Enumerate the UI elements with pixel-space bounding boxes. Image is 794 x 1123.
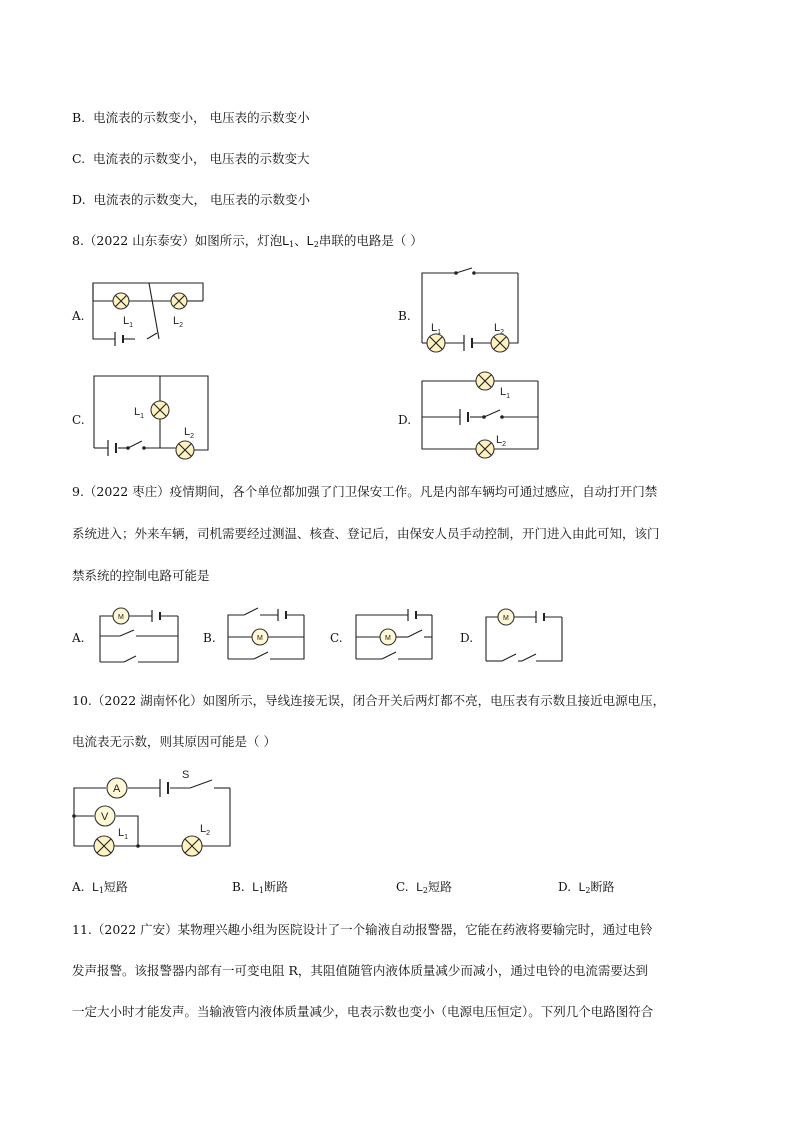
option-b-prev: B. 电流表的示数变小， 电压表的示数变小: [72, 110, 310, 125]
question-11-line-1: 11.（2022 广安）某物理兴趣小组为医院设计了一个输液自动报警器，它能在药液将要输完时，通过电铃: [72, 922, 653, 937]
lamp-icon: [151, 401, 169, 419]
battery-icon: [160, 779, 168, 797]
question-9-line-3: 禁系统的控制电路可能是: [72, 568, 210, 583]
lamp-label: $L_2$: [494, 322, 505, 336]
lamp-label: $L_2$: [496, 434, 507, 448]
q9-circuit-b: [222, 603, 312, 663]
lamp-icon: [476, 440, 494, 458]
option-c-prev: C. 电流表的示数变小， 电压表的示数变大: [72, 151, 310, 166]
svg-text:V: V: [101, 811, 109, 823]
battery-icon: [278, 609, 286, 621]
lamp-icon: [113, 293, 129, 309]
q8-circuit-c: [86, 368, 216, 463]
lamp-icon: [171, 293, 187, 309]
battery-icon: [460, 409, 468, 425]
lamp-label: $L_2$: [200, 823, 211, 837]
lamp-icon: [427, 334, 445, 352]
q9-circuit-c: [350, 603, 440, 663]
q8-label-d: D.: [398, 413, 412, 427]
lamp-label: $L_1$: [118, 827, 129, 841]
voltmeter-icon: [95, 806, 115, 826]
question-9-line-1: 9.（2022 枣庄）疫情期间，各个单位都加强了门卫保安工作。凡是内部车辆均可通过感应，自动打开门禁: [72, 484, 658, 499]
svg-text:M: M: [385, 635, 391, 642]
svg-text:M: M: [503, 615, 509, 622]
battery-icon: [536, 611, 544, 623]
motor-icon: [498, 609, 514, 625]
q8-label-a: A.: [72, 309, 85, 323]
battery-icon: [152, 610, 160, 622]
battery-icon: [115, 332, 123, 346]
battery-icon: [408, 609, 416, 621]
q9-label-d: D.: [460, 631, 474, 645]
motor-icon: [380, 629, 396, 645]
q10-option-c: C. $L_2$短路: [396, 880, 453, 895]
lamp-icon: [182, 836, 202, 856]
svg-text:A: A: [113, 783, 121, 795]
question-11-line-2: 发声报警。该报警器内部有一可变电阻 R，其阻值随管内液体质量减少而减小，通过电铃的电流需要达到: [72, 963, 648, 978]
svg-text:M: M: [118, 614, 124, 621]
option-d-prev: D. 电流表的示数变大， 电压表的示数变小: [72, 192, 310, 207]
question-10-line-1: 10.（2022 湖南怀化）如图所示，导线连接无误，闭合开关后两灯都不亮，电压表有示数且接近电源电压，: [72, 693, 666, 708]
lamp-icon: [476, 372, 494, 390]
switch-label: S: [182, 769, 190, 781]
q8-label-c: C.: [72, 413, 85, 427]
motor-icon: [113, 608, 129, 624]
question-10-line-2: 电流表无示数，则其原因可能是（ ）: [72, 734, 276, 749]
battery-icon: [464, 335, 472, 351]
lamp-label: $L_1$: [123, 315, 134, 329]
lamp-label: $L_2$: [184, 426, 195, 440]
ammeter-icon: [107, 778, 127, 798]
question-11-line-3: 一定大小时才能发声。当输液管内液体质量减少，电表示数也变小（电源电压恒定）。下列几个电路图符合: [72, 1004, 654, 1019]
q10-option-d: D. $L_2$断路: [558, 880, 615, 895]
lamp-label: $L_1$: [500, 386, 511, 400]
q8-circuit-b: [414, 265, 529, 360]
q8-label-b: B.: [398, 309, 411, 323]
q9-circuit-d: [480, 605, 570, 665]
q8-circuit-d: [414, 367, 549, 467]
lamp-icon: [94, 836, 114, 856]
lamp-label: $L_1$: [134, 406, 145, 420]
svg-text:M: M: [257, 635, 263, 642]
question-8-stem: 8.（2022 山东泰安）如图所示，灯泡$L_1$、$L_2$串联的电路是（ ）: [72, 233, 423, 249]
q8-circuit-a: [85, 275, 215, 355]
q9-label-b: B.: [203, 631, 216, 645]
battery-icon: [108, 440, 116, 456]
q9-circuit-a: [94, 606, 184, 666]
question-9-line-2: 系统进入；外来车辆，司机需要经过测温、核查、登记后，由保安人员手动控制，开门进入由此可知，该门: [72, 526, 660, 541]
q9-label-c: C.: [330, 631, 343, 645]
lamp-icon: [491, 334, 509, 352]
q10-option-a: A. $L_1$短路: [72, 880, 128, 895]
q10-circuit: [66, 766, 241, 866]
lamp-label: $L_1$: [431, 322, 442, 336]
q9-label-a: A.: [72, 631, 85, 645]
q10-option-b: B. $L_1$断路: [232, 880, 289, 895]
lamp-icon: [176, 441, 194, 459]
motor-icon: [252, 629, 268, 645]
lamp-label: $L_2$: [173, 315, 184, 329]
